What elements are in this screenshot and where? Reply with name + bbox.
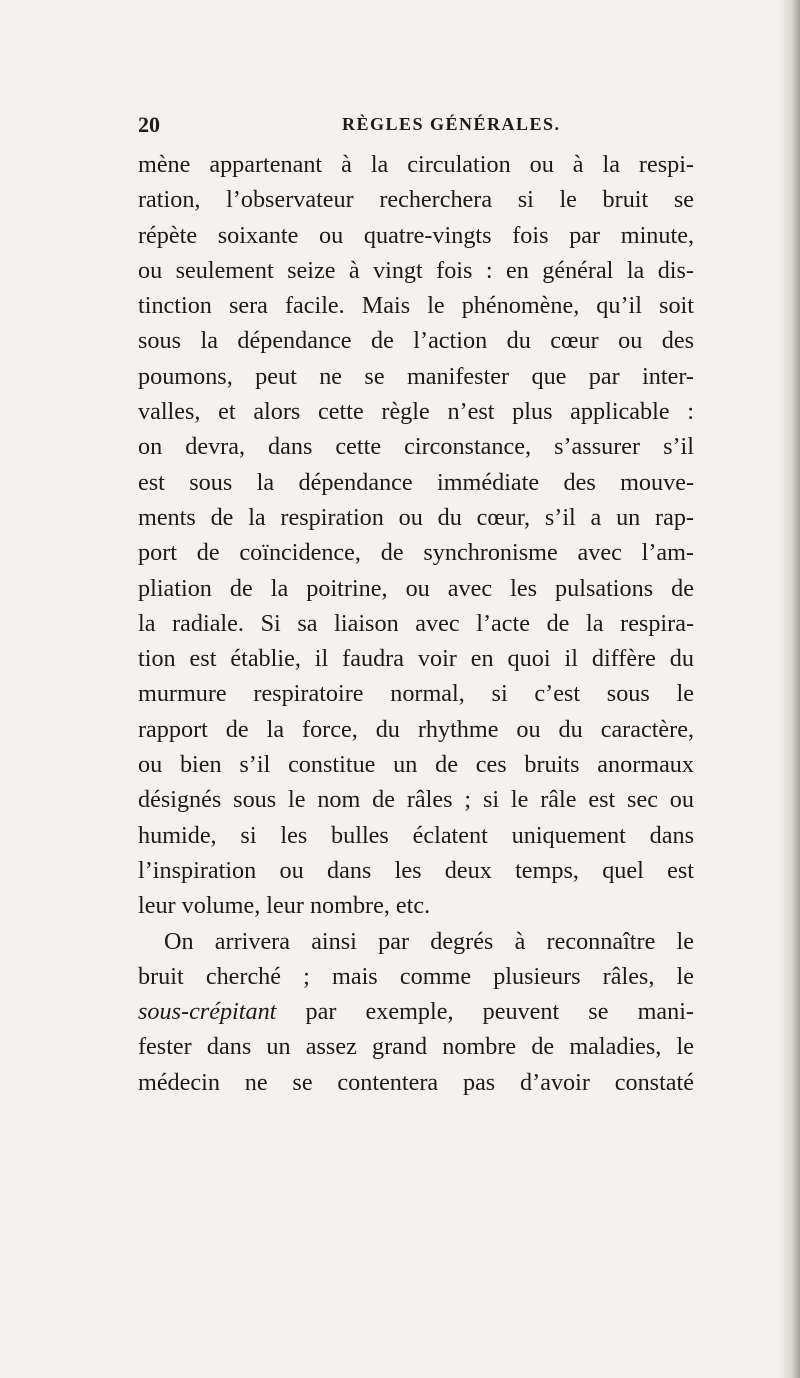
text-line: ments de la respiration ou du cœur, s’il a un rap- [138,503,694,531]
running-head-title: RÈGLES GÉNÉRALES. [342,114,561,134]
text-line: répète soixante ou quatre-vingts fois par minute, [138,221,694,249]
text-line: l’inspiration ou dans les deux temps, quel est [138,856,694,884]
body-text [138,147,694,1100]
text-line: bruit cherché ; mais comme plusieurs râles, le [138,962,694,990]
text-line: port de coïncidence, de synchronisme avec l’am- [138,539,694,567]
running-head [138,112,694,144]
text-line: fester dans un assez grand nombre de maladies, le [138,1033,694,1061]
italic-term: sous-crépitant [138,998,277,1026]
text-line: rapport de la force, du rhythme ou du caractère, [138,715,694,743]
text-line: sous la dépendance de l’action du cœur ou des [138,327,694,355]
text-line: est sous la dépendance immédiate des mouve- [138,468,694,496]
page-edge-shadow [778,0,800,1378]
text-line: pliation de la poitrine, ou avec les pulsations de [138,574,694,602]
text-line: poumons, peut ne se manifester que par inter- [138,362,694,390]
page-number: 20 [138,112,160,137]
text-line-with-italic [138,994,694,1029]
text-line: on devra, dans cette circonstance, s’assurer s’il [138,433,694,461]
text-fragment: par exemple, peuvent se mani- [276,998,694,1026]
text-line: ou bien s’il constitue un de ces bruits anormaux [138,751,694,779]
text-line: médecin ne se contentera pas d’avoir constaté [138,1068,694,1096]
text-line: la radiale. Si sa liaison avec l’acte de la respira- [138,609,694,637]
text-line: humide, si les bulles éclatent uniquement dans [138,821,694,849]
text-line: murmure respiratoire normal, si c’est sous le [138,680,694,708]
text-line: mène appartenant à la circulation ou à la respi- [138,151,694,178]
text-line: ou seulement seize à vingt fois : en général la dis- [138,256,694,284]
text-line: tion est établie, il faudra voir en quoi il diffère du [138,645,694,673]
paragraph-end-line: leur volume, leur nombre, etc. [138,892,431,920]
text-line: ration, l’observateur recherchera si le bruit se [138,186,694,214]
text-line: valles, et alors cette règle n’est plus applicable : [138,398,694,426]
text-line: désignés sous le nom de râles ; si le râle est sec ou [138,786,694,814]
text-line: tinction sera facile. Mais le phénomène, qu’il soit [138,292,694,320]
paragraph-start-line: On arrivera ainsi par degrés à reconnaître le [164,927,694,955]
